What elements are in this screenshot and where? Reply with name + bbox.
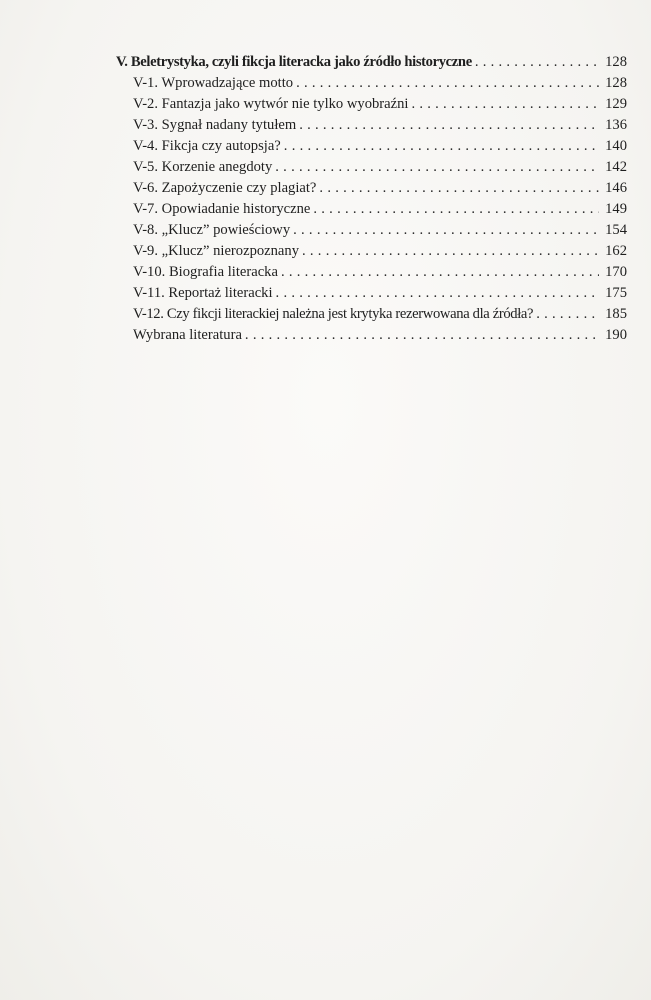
toc-entry <box>116 199 627 220</box>
toc-entry-title: V-4. Fikcja czy autopsja? <box>133 138 281 154</box>
toc-entry <box>116 220 627 241</box>
toc-entry-title: V-2. Fantazja jako wytwór nie tylko wyobraźni <box>133 96 409 112</box>
toc-page-number: 142 <box>605 159 627 175</box>
dot-leader <box>245 325 599 346</box>
toc-entry <box>116 283 627 304</box>
toc-entry-title: V-5. Korzenie anegdoty <box>133 159 273 175</box>
toc-entry-title: V-8. „Klucz” powieściowy <box>133 222 291 238</box>
toc-page-number: 128 <box>605 54 627 70</box>
dot-leader <box>276 283 599 304</box>
toc-page-number: 146 <box>605 180 627 196</box>
dot-leader <box>313 199 599 220</box>
toc-page-number: 185 <box>605 306 627 322</box>
toc-page-number: 149 <box>605 201 627 217</box>
dot-leader <box>275 157 599 178</box>
toc-entry-title: V-7. Opowiadanie historyczne <box>133 201 311 217</box>
dot-leader <box>296 73 599 94</box>
dot-leader <box>475 52 599 73</box>
dot-leader <box>411 94 599 115</box>
dot-leader <box>299 115 599 136</box>
toc-entry <box>116 157 627 178</box>
toc-chapter-title: V. Beletrystyka, czyli fikcja literacka jako źródło historyczne <box>116 54 472 70</box>
toc-entry <box>116 325 627 346</box>
toc-page-number: 162 <box>605 243 627 259</box>
toc-page-number: 154 <box>605 222 627 238</box>
toc-entry-title: V-11. Reportaż literacki <box>133 285 273 301</box>
toc-entry-title: V-6. Zapożyczenie czy plagiat? <box>133 180 317 196</box>
toc-entry <box>116 241 627 262</box>
toc-entry-title: V-10. Biografia literacka <box>133 264 278 280</box>
toc-entry-title: V-9. „Klucz” nierozpoznany <box>133 243 300 259</box>
toc-entry <box>116 262 627 283</box>
toc-entry <box>116 304 627 325</box>
dot-leader <box>319 178 599 199</box>
toc-entry <box>116 94 627 115</box>
toc-chapter-heading <box>116 52 627 73</box>
toc-page-number: 175 <box>605 285 627 301</box>
toc-entry <box>116 115 627 136</box>
toc-entry-title: Wybrana literatura <box>133 327 242 343</box>
dot-leader <box>302 241 599 262</box>
toc-entry-title: V-3. Sygnał nadany tytułem <box>133 117 297 133</box>
table-of-contents <box>116 52 627 346</box>
toc-entry-title: V-1. Wprowadzające motto <box>133 75 294 91</box>
dot-leader <box>536 304 599 325</box>
toc-entry <box>116 178 627 199</box>
toc-page-number: 170 <box>605 264 627 280</box>
toc-page-number: 128 <box>605 75 627 91</box>
toc-page-number: 190 <box>605 327 627 343</box>
toc-entry <box>116 73 627 94</box>
dot-leader <box>293 220 599 241</box>
toc-entry <box>116 136 627 157</box>
toc-entry-title: V-12. Czy fikcji literackiej należna jest krytyka rezerwowana dla źródła? <box>133 306 534 322</box>
dot-leader <box>281 262 599 283</box>
toc-page-number: 129 <box>605 96 627 112</box>
toc-page-number: 136 <box>605 117 627 133</box>
toc-page-number: 140 <box>605 138 627 154</box>
dot-leader <box>284 136 599 157</box>
